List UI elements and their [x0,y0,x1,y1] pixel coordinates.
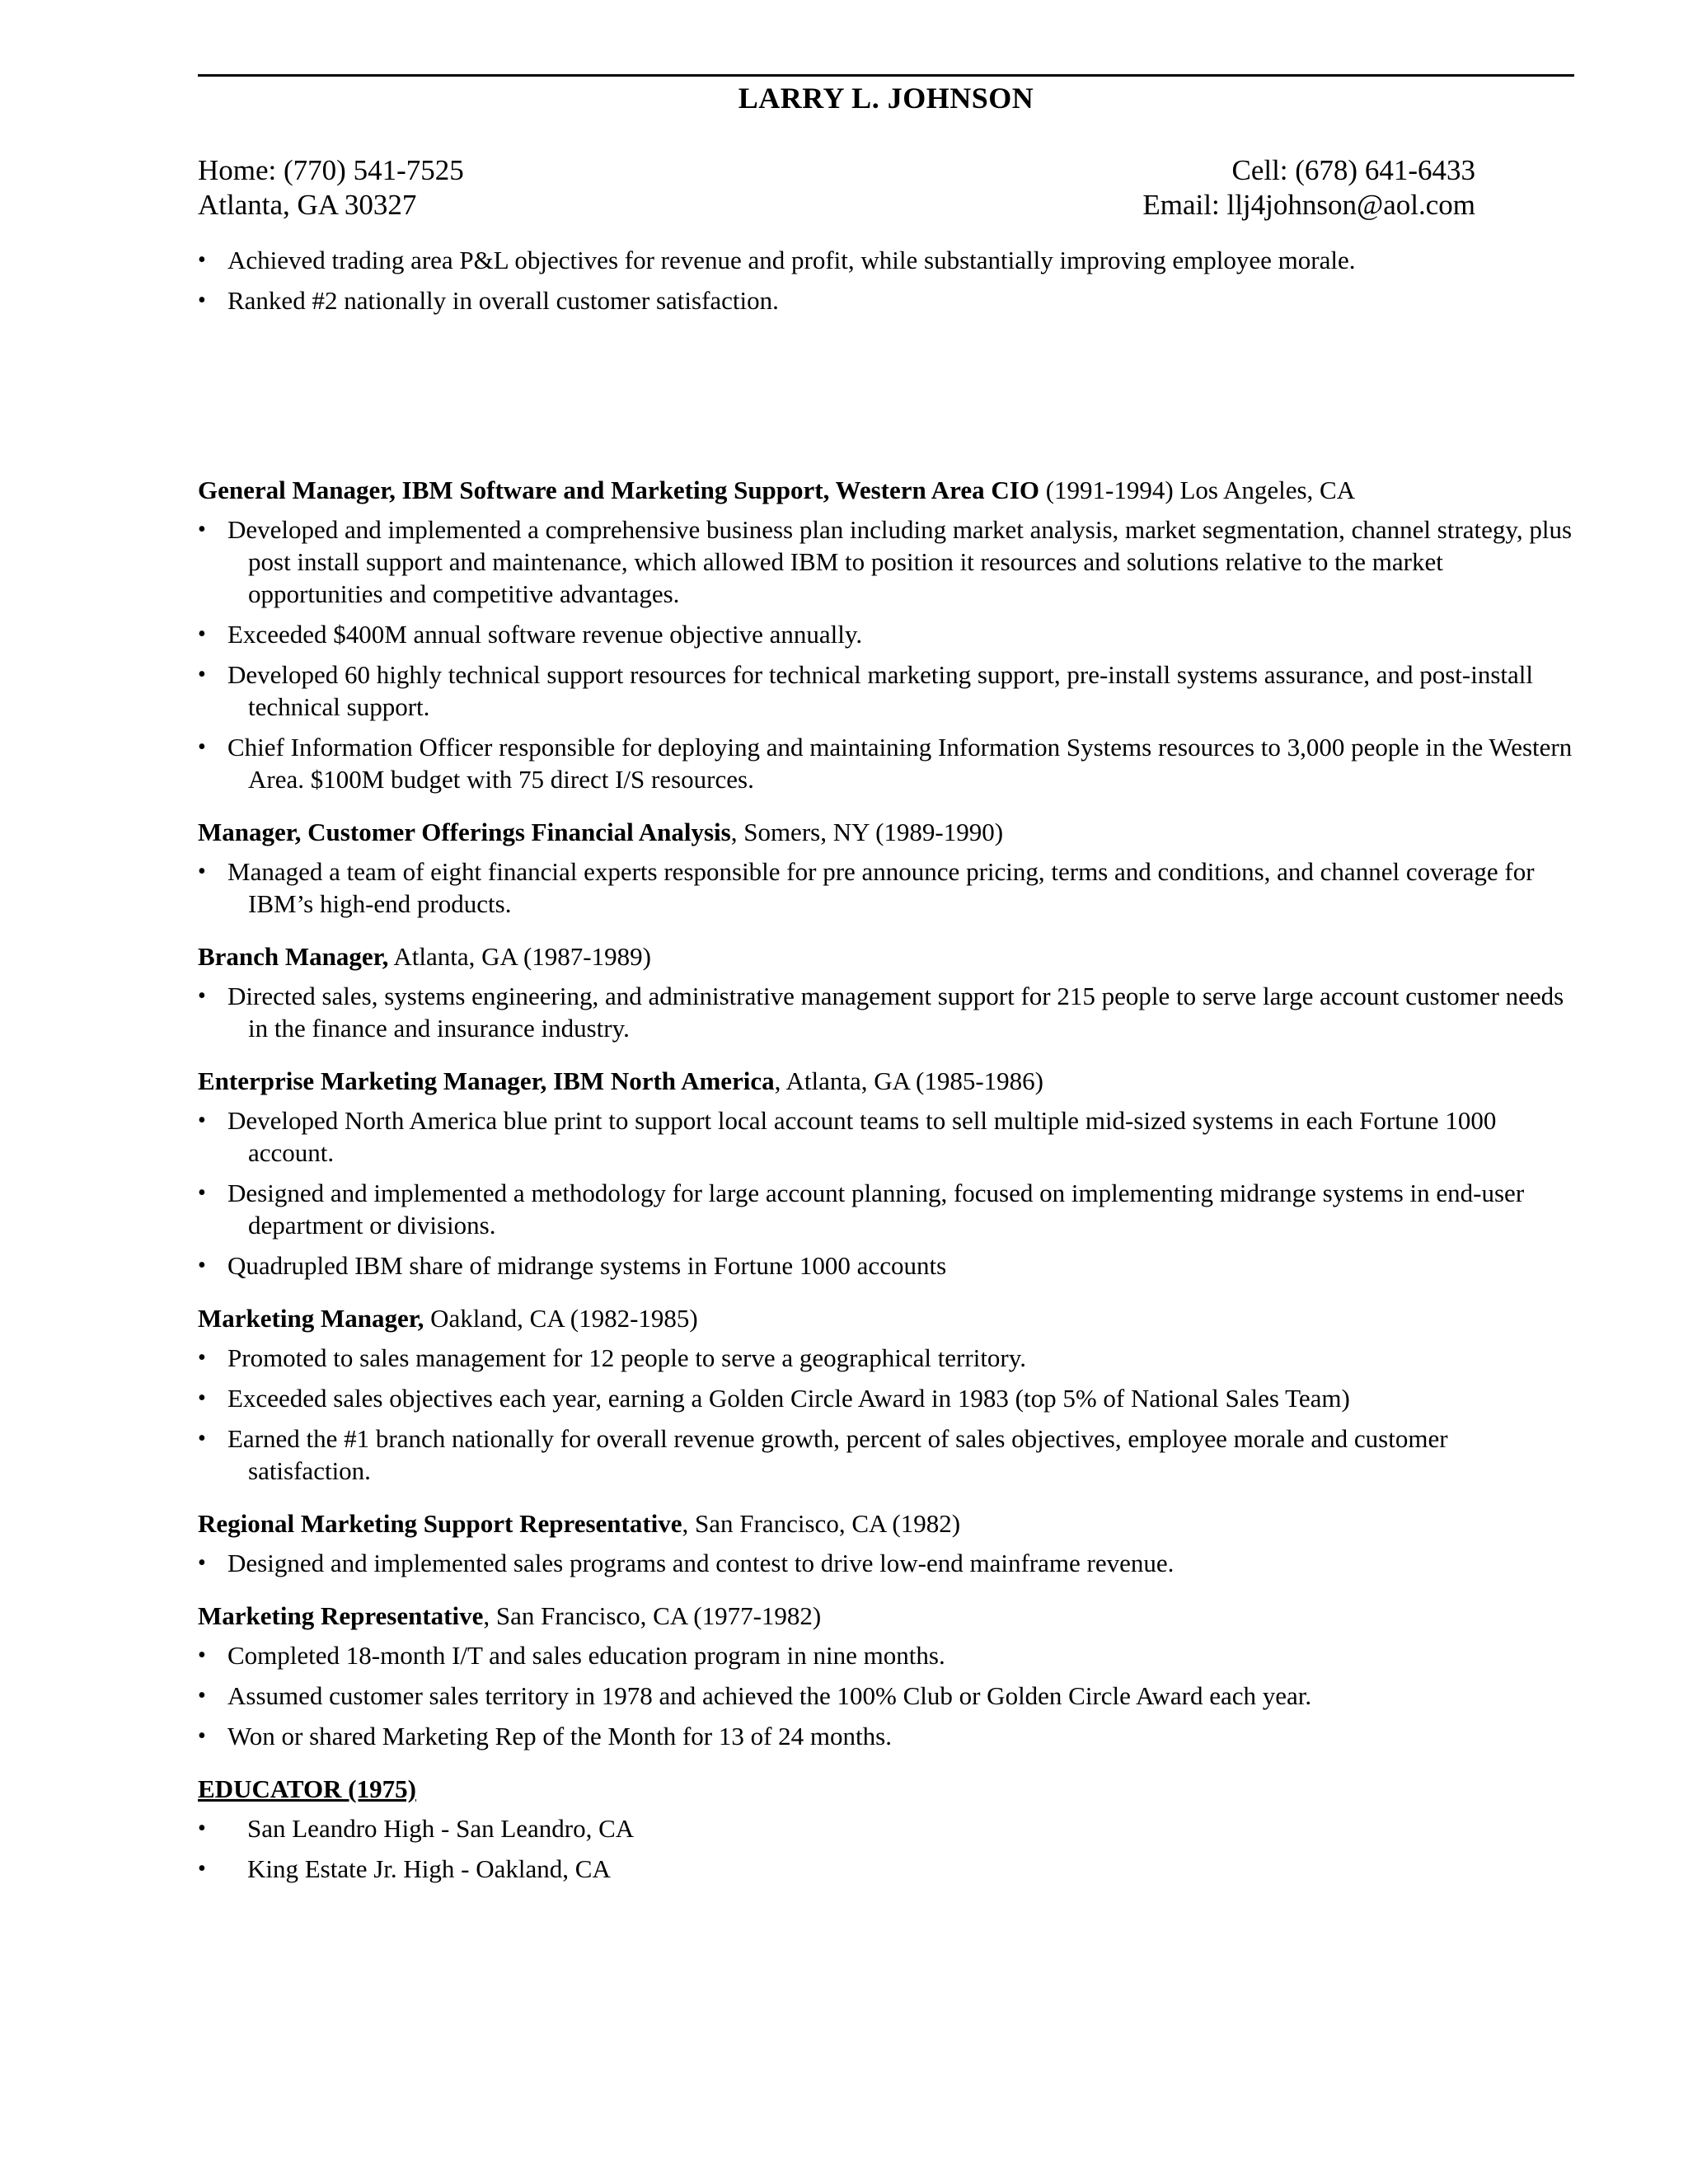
bullet-icon: • [198,1426,206,1451]
job-entry [198,1600,1574,1752]
list-item: • Achieved trading area P&L objectives for revenue and profit, while substantially improving employee morale. [198,246,1356,274]
job-title: General Manager, IBM Software and Marketing Support, Western Area CIO [198,476,1039,504]
cell-phone: Cell: (678) 641-6433 [1231,154,1475,186]
bullet-icon: • [198,1816,206,1841]
bullet-icon: • [198,662,206,687]
job-bullets [198,513,1574,795]
bullet-icon: • [198,247,206,273]
list-item: • King Estate Jr. High - Oakland, CA [198,1854,611,1883]
address: Atlanta, GA 30327 [198,189,417,221]
list-item: • Designed and implemented sales programs and contest to drive low-end mainframe revenue. [198,1549,1175,1577]
education-section [198,1773,1574,1885]
bullet-icon: • [198,1550,206,1576]
list-item: • Ranked #2 nationally in overall customer satisfaction. [198,286,779,315]
email: Email: llj4johnson@aol.com [1142,189,1475,221]
list-item: • Promoted to sales management for 12 people to serve a geographical territory. [198,1343,1026,1372]
bullet-icon: • [198,734,206,760]
header-divider [198,74,1574,77]
list-item: • Quadrupled IBM share of midrange systems in Fortune 1000 accounts [198,1251,947,1280]
bullet-icon: • [198,1253,206,1278]
job-heading [198,940,1574,972]
list-item: • Managed a team of eight financial experts responsible for pre announce pricing, terms and conditions, and channel coverage for IBM’s high-end products. [198,857,1535,918]
contact-row-1 [198,153,1475,188]
bullet-icon: • [198,1856,206,1882]
contact-block [198,153,1475,223]
list-item: • San Leandro High - San Leandro, CA [198,1814,635,1843]
job-bullets [198,1639,1574,1752]
list-item: • Won or shared Marketing Rep of the Month for 13 of 24 months. [198,1722,892,1750]
bullet-icon: • [198,1108,206,1133]
job-title: Enterprise Marketing Manager, IBM North America [198,1066,775,1095]
job-heading [198,474,1574,506]
bullet-icon: • [198,1180,206,1206]
job-entry [198,1507,1574,1579]
job-detail: , San Francisco, CA (1982) [682,1509,961,1538]
list-item: • Exceeded $400M annual software revenue objective annually. [198,620,863,649]
bullet-icon: • [198,288,206,313]
job-entry [198,1302,1574,1487]
bullet-icon: • [198,859,206,884]
job-bullets [198,980,1574,1044]
job-entry [198,1065,1574,1282]
experience-section [198,474,1574,1905]
job-heading [198,816,1574,848]
job-detail: , Atlanta, GA (1985-1986) [774,1066,1043,1095]
job-title: Marketing Representative [198,1601,484,1630]
candidate-name: LARRY L. JOHNSON [738,82,1034,115]
job-entry [198,816,1574,920]
bullet-icon: • [198,517,206,542]
bullet-icon: • [198,1643,206,1668]
summary-bullets [198,244,1574,325]
bullet-icon: • [198,1683,206,1708]
job-entry [198,474,1574,795]
job-detail: , San Francisco, CA (1977-1982) [483,1601,822,1630]
job-title: Manager, Customer Offerings Financial Analysis [198,818,731,846]
home-phone: Home: (770) 541-7525 [198,154,464,186]
list-item: • Chief Information Officer responsible for deploying and maintaining Information Systems resources to 3,000 people in the Western Area. $100M budget with 75 direct I/S resources. [198,733,1573,794]
job-detail: Atlanta, GA (1987-1989) [388,942,651,971]
bullet-icon: • [198,983,206,1009]
job-heading [198,1065,1574,1097]
education-heading: EDUCATOR (1975) [198,1774,416,1803]
list-item: • Exceeded sales objectives each year, earning a Golden Circle Award in 1983 (top 5% of National Sales Team) [198,1384,1350,1413]
education-list [198,1812,1574,1885]
job-detail: (1991-1994) Los Angeles, CA [1039,476,1356,504]
list-item: • Developed 60 highly technical support resources for technical marketing support, pre-install systems assurance, and post-install technical support. [198,660,1534,721]
bullet-icon: • [198,621,206,647]
bullet-icon: • [198,1723,206,1749]
job-heading [198,1600,1574,1632]
list-item: • Developed and implemented a comprehensive business plan including market analysis, market segmentation, channel strategy, plus post install support and maintenance, which allowed IBM to position it resources and solutions relative to the market opportunities and competitive advantages. [198,515,1573,608]
list-item: • Directed sales, systems engineering, and administrative management support for 215 people to serve large account customer needs in the finance and insurance industry. [198,982,1564,1043]
list-item: • Earned the #1 branch nationally for overall revenue growth, percent of sales objectives, employee morale and customer satisfaction. [198,1424,1448,1485]
contact-row-2 [198,188,1475,223]
list-item: • Assumed customer sales territory in 1978 and achieved the 100% Club or Golden Circle Award each year. [198,1681,1312,1710]
job-entry [198,940,1574,1044]
job-bullets [198,1547,1574,1579]
job-heading [198,1507,1574,1540]
job-heading [198,1302,1574,1334]
list-item: • Designed and implemented a methodology for large account planning, focused on implementing midrange systems in end-user department or divisions. [198,1179,1525,1240]
job-bullets [198,1342,1574,1487]
job-title: Marketing Manager, [198,1304,424,1333]
job-detail: Oakland, CA (1982-1985) [424,1304,698,1333]
job-detail: , Somers, NY (1989-1990) [730,818,1004,846]
bullet-icon: • [198,1385,206,1411]
job-title: Branch Manager, [198,942,389,971]
list-item: • Completed 18-month I/T and sales education program in nine months. [198,1641,945,1670]
job-bullets [198,855,1574,920]
list-item: • Developed North America blue print to support local account teams to sell multiple mid-sized systems in each Fortune 1000 account. [198,1106,1497,1167]
job-title: Regional Marketing Support Representative [198,1509,682,1538]
bullet-icon: • [198,1345,206,1371]
job-bullets [198,1104,1574,1282]
